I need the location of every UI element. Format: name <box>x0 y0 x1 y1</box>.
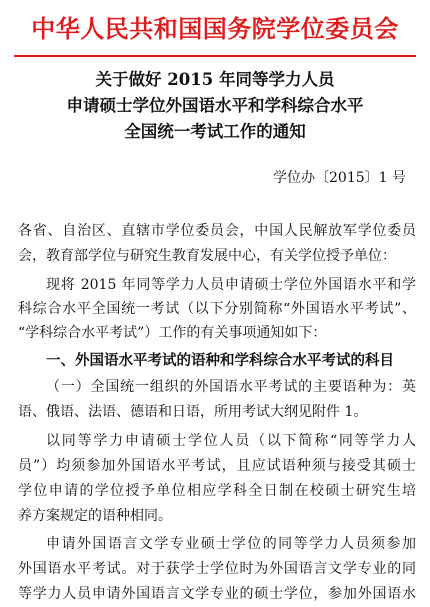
body-line: 养方案规定的语种相同。 <box>18 508 172 524</box>
body-line: 语、俄语、法语、德语和日语，所用考试大纲见附件 1。 <box>18 404 368 420</box>
body-line: 学位申请的学位授予单位相应学科全日制在校硕士研究生培 <box>18 483 416 499</box>
body-line: 员”）均须参加外国语水平考试，且应试语种须与接受其硕士 <box>18 458 416 474</box>
body-line: “学科综合水平考试”）工作的有关事项通知如下： <box>18 325 327 341</box>
agency-header: 中华人民共和国国务院学位委员会 <box>31 15 399 43</box>
document-number: 学位办〔2015〕1 号 <box>273 170 406 186</box>
body-line: 以同等学力申请硕士学位人员（以下简称“同等学力人 <box>46 433 416 449</box>
body-line: 申请外国语言文学专业硕士学位的同等学力人员须参加 <box>46 536 416 552</box>
section-heading: 一、外国语水平考试的语种和学科综合水平考试的科目 <box>46 353 394 369</box>
title-line-2: 申请硕士学位外国语水平和学科综合水平 <box>66 96 364 115</box>
title-line-1: 关于做好 2015 年同等学力人员 <box>95 70 335 89</box>
body-line: （一）全国统一组织的外国语水平考试的主要语种为：英 <box>46 379 416 395</box>
body-line: 外国语水平考试。对于获学士学位时为外国语言文学专业的同 <box>18 561 416 577</box>
body-line: 等学力人员申请外国语言文学专业的硕士学位，参加外国语水 <box>18 586 416 602</box>
title-line-3: 全国统一考试工作的通知 <box>124 122 306 141</box>
body-line: 会，教育部学位与研究生教育发展中心，有关学位授予单位： <box>18 248 396 264</box>
body-line: 各省、自治区、直辖市学位委员会，中国人民解放军学位委员 <box>18 223 416 239</box>
body-line: 科综合水平全国统一考试（以下分别简称“外国语水平考试”、 <box>18 301 416 317</box>
body-line: 现将 2015 年同等学力人员申请硕士学位外国语水平和学 <box>46 277 416 293</box>
header-red-rule <box>14 55 416 57</box>
